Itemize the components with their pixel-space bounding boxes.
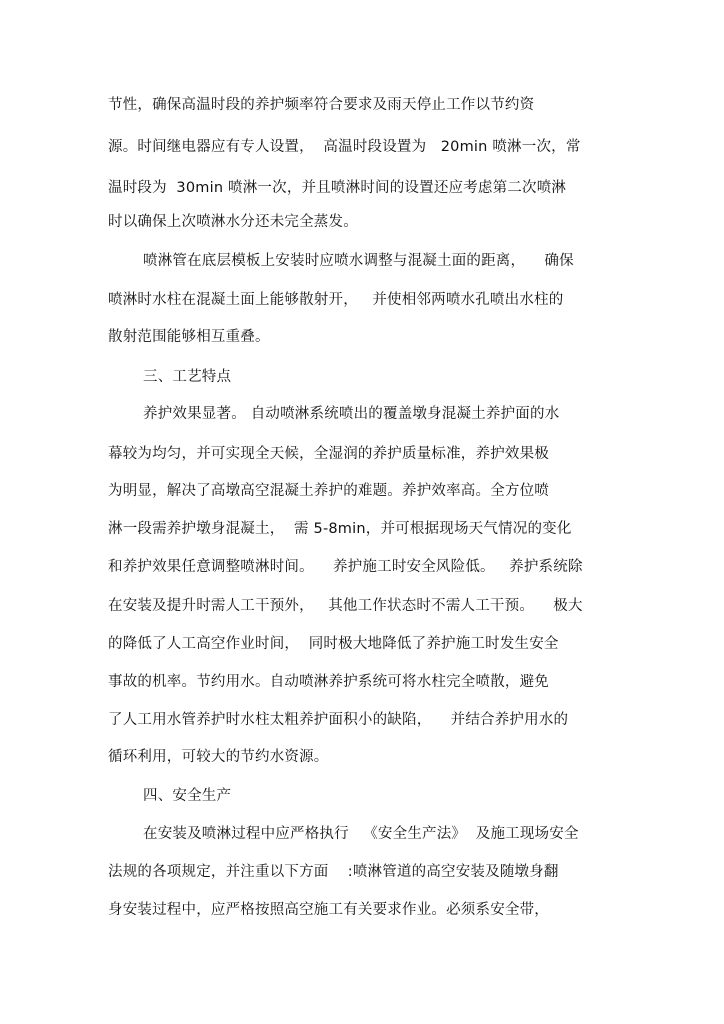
section-heading: 三、工艺特点 xyxy=(143,369,232,385)
text-line: 时以确保上次喷淋水分还未完全蒸发。 xyxy=(108,214,358,230)
text-line: 散射范围能够相互重叠。 xyxy=(108,329,270,345)
text-line: 事故的机率。节约用水。自动喷淋养护系统可将水柱完全喷散，避免 xyxy=(108,674,549,690)
text-line: 温时段为 30min 喷淋一次，并且喷淋时间的设置还应考虑第二次喷淋 xyxy=(108,180,567,196)
text-line: 源。时间继电器应有专人设置， 高温时段设置为 20min 喷淋一次，常 xyxy=(108,139,581,155)
text-line: 了人工用水管养护时水柱太粗养护面积小的缺陷， 并结合养护用水的 xyxy=(108,712,569,728)
text-line: 循环利用，可较大的节约水资源。 xyxy=(108,749,329,765)
text-line: 法规的各项规定，并注重以下方面 :喷淋管道的高空安装及随墩身翻 xyxy=(108,864,559,880)
text-line: 喷淋管在底层模板上安装时应喷水调整与混凝土面的距离， 确保 xyxy=(143,253,574,269)
text-line: 的降低了人工高空作业时间， 同时极大地降低了养护施工时发生安全 xyxy=(108,636,559,652)
text-line: 喷淋时水柱在混凝土面上能够散射开， 并使相邻两喷水孔喷出水柱的 xyxy=(108,292,564,308)
text-line: 在安装及喷淋过程中应严格执行 《安全生产法》 及施工现场安全 xyxy=(143,826,579,842)
text-line: 养护效果显著。 自动喷淋系统喷出的覆盖墩身混凝土养护面的水 xyxy=(143,406,560,422)
text-line: 为明显，解决了高墩高空混凝土养护的难题。养护效率高。全方位喷 xyxy=(108,483,549,499)
text-line: 和养护效果任意调整喷淋时间。 养护施工时安全风险低。 养护系统除 xyxy=(108,559,583,575)
text-line: 淋一段需养护墩身混凝土， 需 5-8min，并可根据现场天气情况的变化 xyxy=(108,521,572,537)
text-line: 身安装过程中，应严格按照高空施工有关要求作业。必须系安全带， xyxy=(108,902,549,918)
text-line: 节性，确保高温时段的养护频率符合要求及雨天停止工作以节约资 xyxy=(108,97,535,113)
text-line: 在安装及提升时需人工干预外， 其他工作状态时不需人工干预。 极大 xyxy=(108,598,583,614)
section-heading: 四、安全生产 xyxy=(143,788,232,804)
text-line: 幕较为均匀，并可实现全天候，全湿润的养护质量标准，养护效果极 xyxy=(108,446,549,462)
